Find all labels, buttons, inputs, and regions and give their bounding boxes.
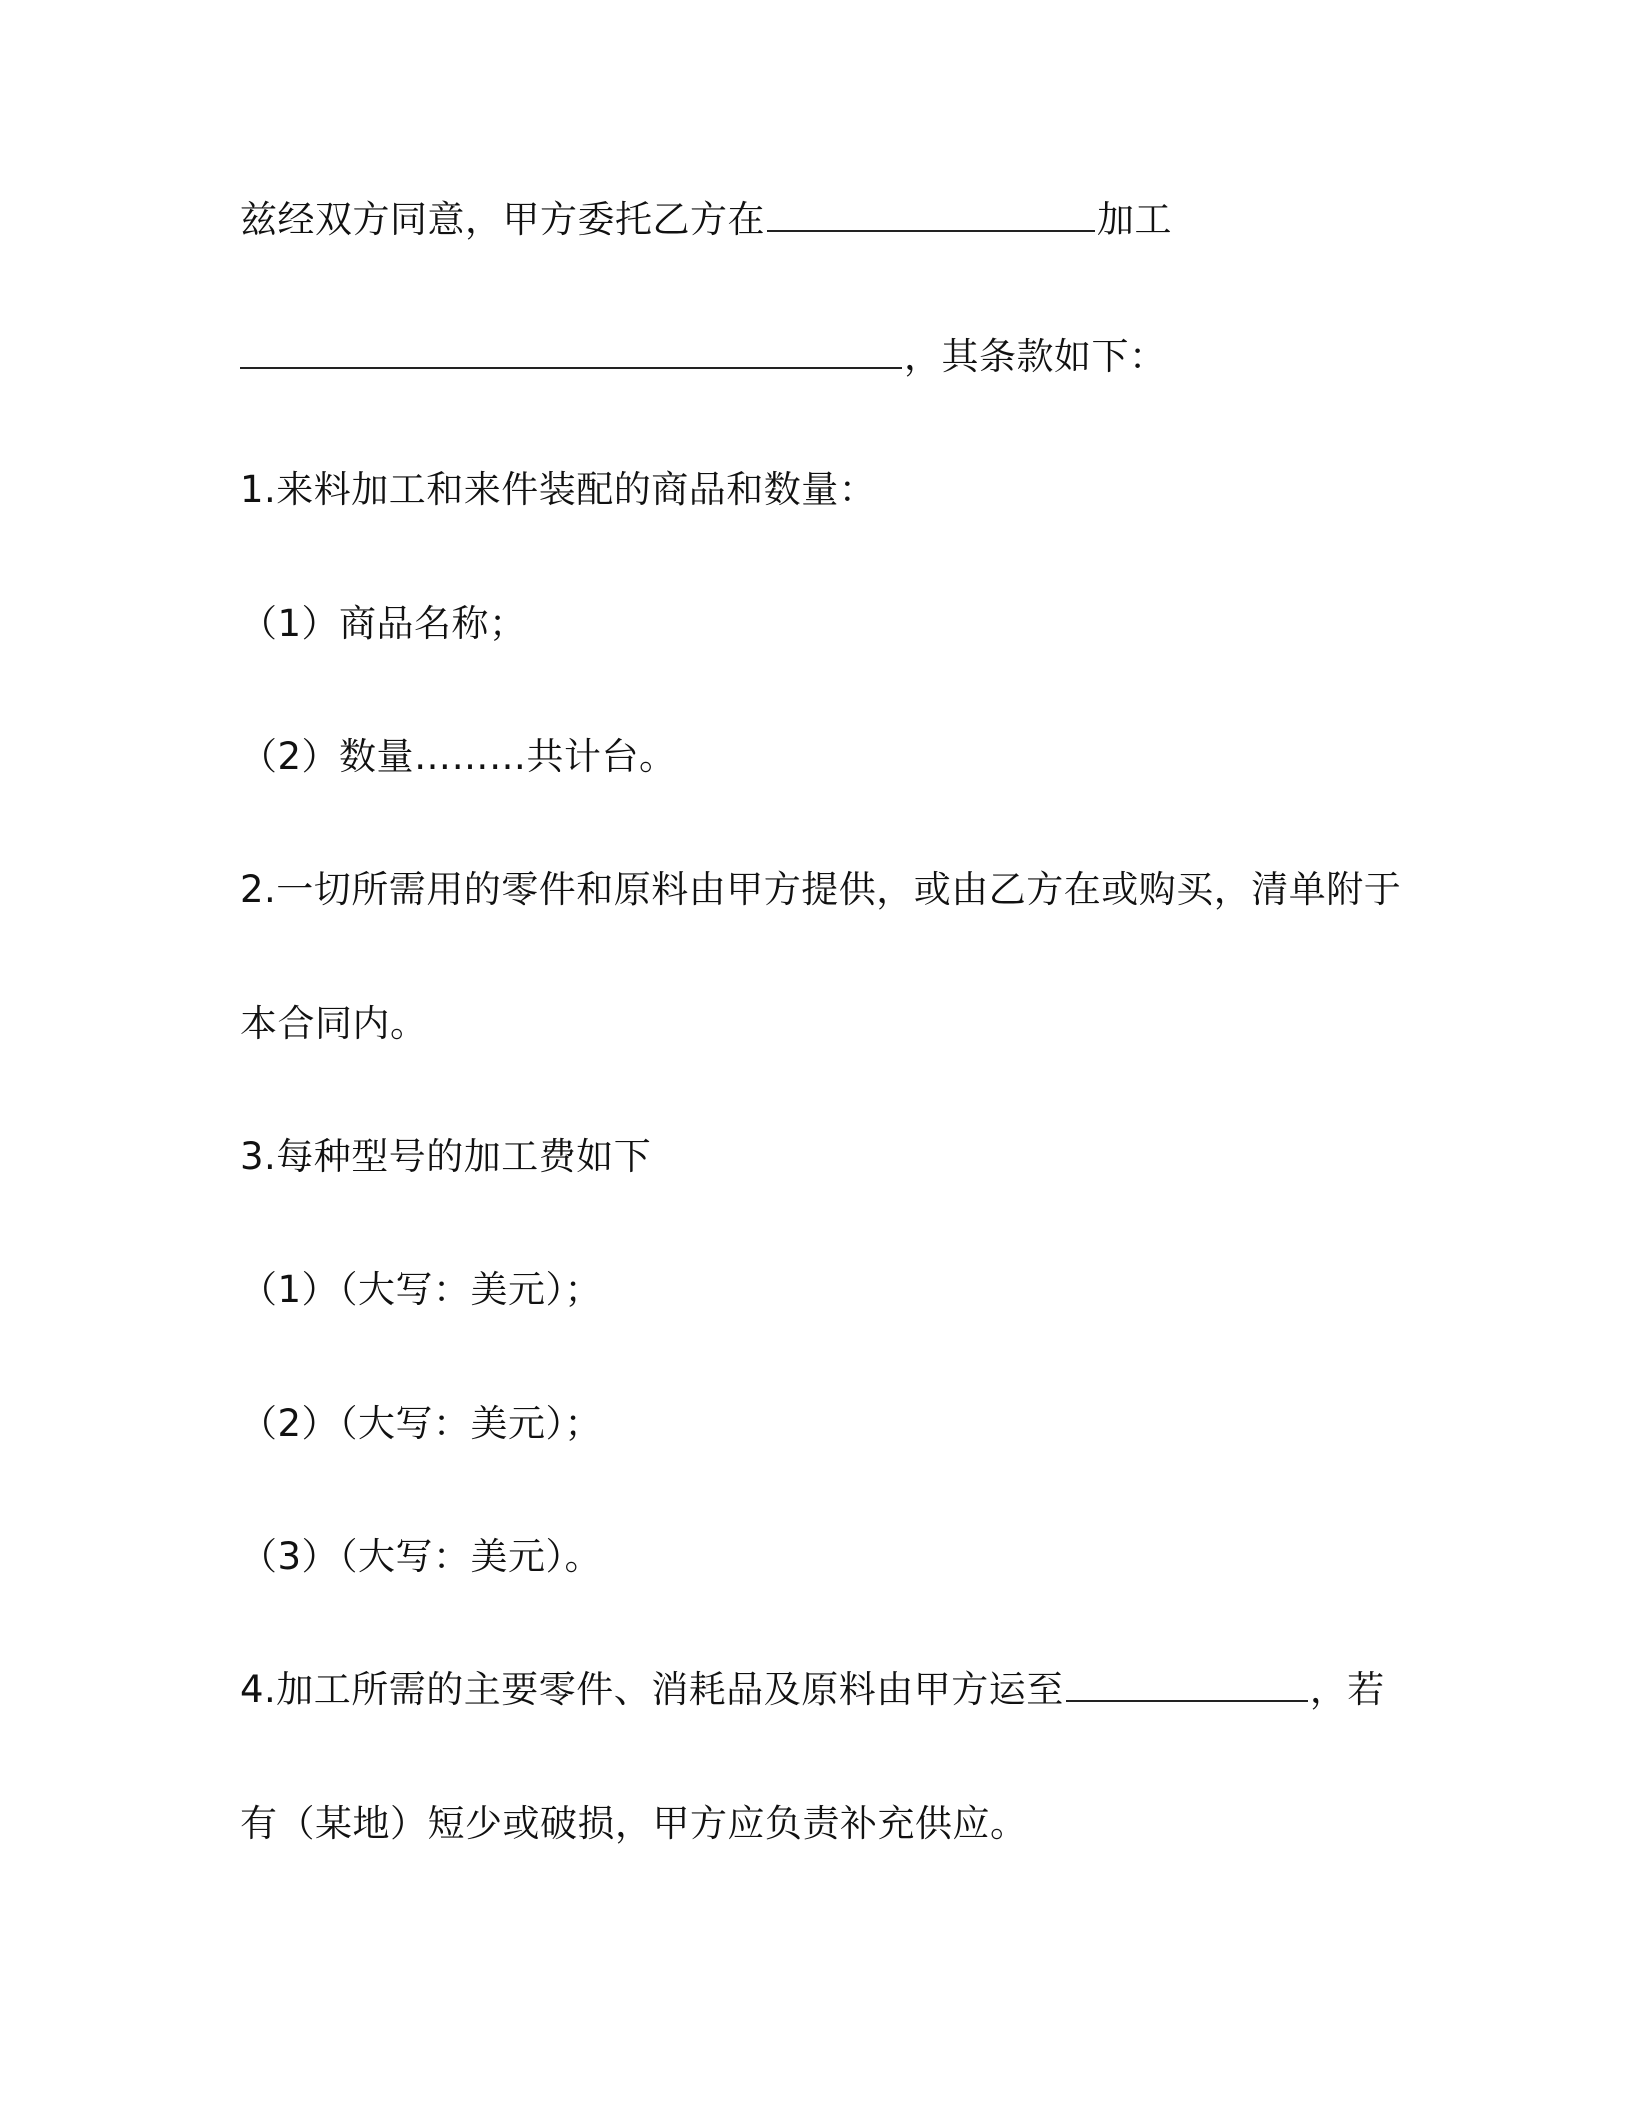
- clause-2-line-2: 本合同内。: [240, 1002, 428, 1045]
- clause-4-line-2: 有（某地）短少或破损，甲方应负责补充供应。: [240, 1802, 1028, 1845]
- clause-3-heading: 3.每种型号的加工费如下: [240, 1135, 652, 1178]
- clause-intro-line-1: [240, 190, 1400, 250]
- clause-1-item-2: （2）数量………共计台。: [240, 735, 677, 778]
- destination-blank[interactable]: [1066, 1696, 1308, 1702]
- intro-text-b: 加工: [1097, 198, 1172, 241]
- clause-3-item-1: （1）（大写：美元）；: [240, 1268, 603, 1311]
- clause-1-heading: 1.来料加工和来件装配的商品和数量：: [240, 468, 877, 511]
- clause-intro-line-2: [240, 327, 1400, 387]
- clause-3-item-3: （3）（大写：美元）。: [240, 1535, 603, 1578]
- clause-4-line-1: [240, 1660, 1400, 1720]
- goods-blank[interactable]: [240, 363, 902, 369]
- clause-4-text-a: 4.加工所需的主要零件、消耗品及原料由甲方运至: [240, 1668, 1064, 1711]
- clause-3-item-2: （2）（大写：美元）；: [240, 1402, 603, 1445]
- clause-1-item-1: （1）商品名称；: [240, 602, 527, 645]
- clause-4-text-b: ，若: [1309, 1668, 1385, 1711]
- clause-2-line-1: 2.一切所需用的零件和原料由甲方提供，或由乙方在或购买，清单附于: [240, 868, 1402, 911]
- location-blank[interactable]: [767, 226, 1095, 232]
- intro-text-c: ，其条款如下：: [904, 335, 1167, 378]
- intro-text-a: 兹经双方同意，甲方委托乙方在: [240, 198, 765, 241]
